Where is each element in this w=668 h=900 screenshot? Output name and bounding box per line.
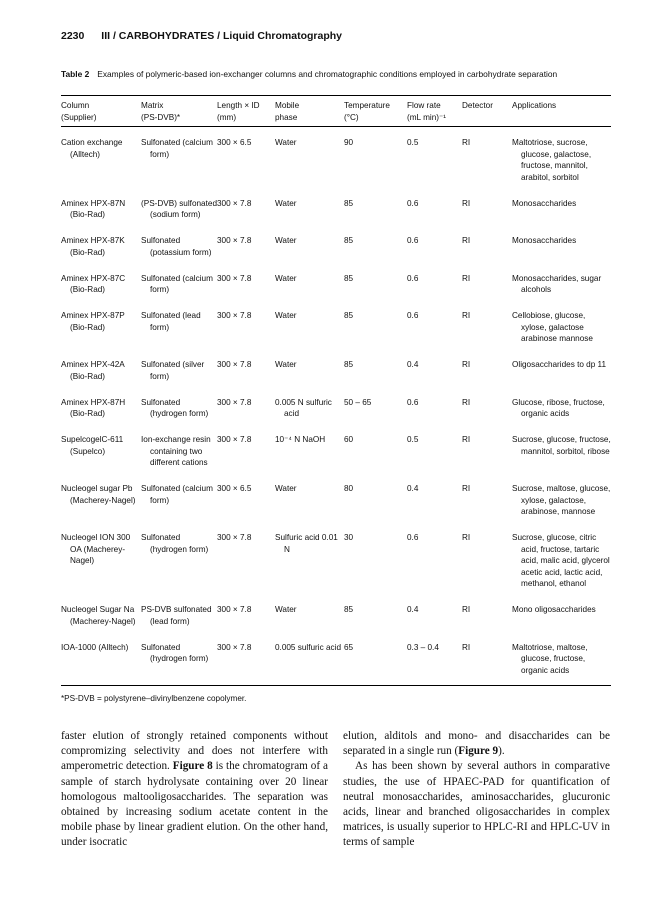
table-caption-text: Examples of polymeric-based ion-exchanger columns and chromatographic conditions employed in carbohydrate separation <box>97 69 558 79</box>
table-cell: Water <box>275 605 297 614</box>
table-cell: Sulfonated (hydrogen form) <box>141 533 209 554</box>
table-cell: 0.5 <box>407 435 419 444</box>
table-cell: 85 <box>344 311 354 320</box>
body-text: ). <box>498 745 505 758</box>
table-cell: Monosaccharides, sugar alcohols <box>512 273 602 294</box>
table-cell: 300 × 7.8 <box>217 642 252 652</box>
table-cell: 0.4 <box>407 360 419 369</box>
table-cell: 0.4 <box>407 484 419 493</box>
column-header-text: Temperature (°C) <box>344 101 390 122</box>
table-cell: 85 <box>344 236 354 245</box>
table-row <box>61 532 611 604</box>
table-row <box>61 434 611 483</box>
table-cell: PS-DVB sulfonated (lead form) <box>141 605 212 626</box>
table-cell: Monosaccharides <box>512 236 577 245</box>
table-cell: 300 × 7.8 <box>217 360 252 369</box>
table-cell: 80 <box>344 484 354 493</box>
figure-ref: Figure 8 <box>172 760 213 773</box>
table-cell: 300 × 7.8 <box>217 236 252 245</box>
running-title: III / CARBOHYDRATES / Liquid Chromatography <box>101 30 343 42</box>
table-row <box>61 235 611 273</box>
table-row <box>61 642 611 691</box>
table-cell: 300 × 6.5 <box>217 138 252 147</box>
table-cell: RI <box>462 360 471 369</box>
body-column-right <box>343 729 610 851</box>
table-cell: Nucleogel Sugar Na (Macherey-Nagel) <box>61 605 136 626</box>
table-cell: 0.6 <box>407 397 419 407</box>
table-row <box>61 310 611 359</box>
table-cell: 300 × 7.8 <box>217 533 252 542</box>
table-cell: Sulfonated (silver form) <box>141 360 205 381</box>
table-cell: 0.3 – 0.4 <box>407 642 439 652</box>
table-body <box>61 137 611 691</box>
body-text: is the chromatogram of a sample of starch hydrolysate containing over 20 linear homologous maltooligosaccharides. The separation was obtained by increasing sodium acetate content in the mobile phase by linear gradient elution. On the other hand, under isocratic <box>61 760 328 849</box>
table-row <box>61 273 611 311</box>
table-cell: Monosaccharides <box>512 198 577 208</box>
table-cell: Water <box>275 236 297 245</box>
table-cell: RI <box>462 311 471 320</box>
table-cell: 85 <box>344 360 354 369</box>
table-cell: Sulfonated (calcium form) <box>141 484 213 505</box>
table-cell: Sulfonated (lead form) <box>141 311 201 332</box>
table-cell: 300 × 7.8 <box>217 273 252 283</box>
table-cell: 10⁻⁴ N NaOH <box>275 435 326 444</box>
table-cell: Water <box>275 198 297 208</box>
table-cell: 300 × 7.8 <box>217 605 252 614</box>
table-cell: Mono oligosaccharides <box>512 605 596 614</box>
table-cell: 30 <box>344 533 354 542</box>
table-cell: Aminex HPX-87P (Bio-Rad) <box>61 311 125 332</box>
table-cell: 60 <box>344 435 354 444</box>
page-number: 2230 <box>61 30 85 42</box>
table-cell: Water <box>275 311 297 320</box>
table-cell: 65 <box>344 642 354 652</box>
table-cell: (PS-DVB) sulfonated (sodium form) <box>141 198 217 219</box>
table-cell: Sulfonated (calcium form) <box>141 273 213 294</box>
running-header <box>61 30 342 42</box>
table-cell: 85 <box>344 605 354 614</box>
table-cell: 300 × 7.8 <box>217 435 252 444</box>
table-cell: Aminex HPX-87N (Bio-Rad) <box>61 198 126 219</box>
table-cell: Sulfonated (hydrogen form) <box>141 642 209 663</box>
table-row <box>61 137 611 198</box>
table-row <box>61 604 611 642</box>
body-text: elution, alditols and mono- and disaccharides can be separated in a single run ( <box>343 730 610 758</box>
column-header <box>217 100 275 137</box>
table-cell: Sulfonated (hydrogen form) <box>141 397 209 418</box>
table-cell: IOA-1000 (Alltech) <box>61 642 129 652</box>
table-cell: Maltotriose, maltose, glucose, fructose, organic acids <box>512 642 588 675</box>
table-cell: Sulfonated (calcium form) <box>141 138 213 159</box>
table-cell: Water <box>275 360 297 369</box>
table-cell: 0.6 <box>407 533 419 542</box>
table-cell: 300 × 7.8 <box>217 198 252 208</box>
table-cell: RI <box>462 435 471 444</box>
table-cell: RI <box>462 198 471 208</box>
body-column-left <box>61 729 328 851</box>
column-header <box>512 100 611 137</box>
table-cell: Nucleogel sugar Pb (Macherey-Nagel) <box>61 484 136 505</box>
column-header-text: Detector <box>462 101 493 110</box>
table-cell: Oligosaccharides to dp 11 <box>512 360 607 369</box>
table-cell: Cation exchange (Alltech) <box>61 138 123 159</box>
table-cell: Cellobiose, glucose, xylose, galactose arabinose mannose <box>512 311 593 343</box>
table-cell: Aminex HPX-87C (Bio-Rad) <box>61 273 126 294</box>
table-label: Table 2 <box>61 69 90 79</box>
figure-ref: Figure 9 <box>458 745 499 758</box>
table-cell: Sulfonated (potassium form) <box>141 236 212 257</box>
table-cell: Aminex HPX-87H (Bio-Rad) <box>61 397 126 418</box>
table-cell: 0.6 <box>407 198 419 208</box>
table-cell: 0.4 <box>407 605 419 614</box>
table-cell: Nucleogel ION 300 OA (Macherey-Nagel) <box>61 533 131 565</box>
column-header-text: Column (Supplier) <box>61 101 97 122</box>
table-cell: 85 <box>344 273 354 283</box>
table-cell: RI <box>462 138 471 147</box>
table-header-row <box>61 100 611 137</box>
body-paragraph <box>343 729 610 759</box>
table-cell: Aminex HPX-87K (Bio-Rad) <box>61 236 125 257</box>
table-cell: RI <box>462 484 471 493</box>
table-cell: 300 × 7.8 <box>217 311 252 320</box>
body-paragraph <box>61 729 328 851</box>
table-cell: Water <box>275 138 297 147</box>
table-cell: RI <box>462 533 471 542</box>
table-caption <box>61 68 611 80</box>
table-cell: Glucose, ribose, fructose, organic acids <box>512 397 605 418</box>
table-cell: Water <box>275 273 297 283</box>
table-cell: 300 × 7.8 <box>217 397 252 407</box>
column-header-text: Matrix (PS-DVB)* <box>141 101 181 122</box>
table-cell: Ion-exchange resin containing two different cations <box>141 435 211 467</box>
table-cell: 0.005 N sulfuric acid <box>275 397 332 418</box>
table-cell: RI <box>462 642 471 652</box>
column-header <box>407 100 462 137</box>
table-row <box>61 397 611 435</box>
body-text: faster elution of strongly retained components without compromizing selectivity and does not interfere with amperometric detection. <box>61 730 328 773</box>
table-cell: 0.005 sulfuric acid <box>275 642 341 652</box>
table-cell: Maltotriose, sucrose, glucose, galactose, fructose, mannitol, arabitol, sorbitol <box>512 138 592 182</box>
table-cell: Sucrose, maltose, glucose, xylose, galactose, arabinose, mannose <box>512 484 611 516</box>
table-cell: 0.6 <box>407 311 419 320</box>
column-header <box>344 100 407 137</box>
table-cell: RI <box>462 397 471 407</box>
table-row <box>61 198 611 236</box>
table-footnote: *PS-DVB = polystyrene–divinylbenzene copolymer. <box>61 694 247 703</box>
table-cell: 85 <box>344 198 354 208</box>
table-cell: Sucrose, glucose, fructose, mannitol, sorbitol, ribose <box>512 435 611 456</box>
table-cell: 0.6 <box>407 236 419 245</box>
table-cell: 50 – 65 <box>344 397 372 407</box>
column-header-text: Mobile phase <box>275 101 300 122</box>
table-row <box>61 359 611 397</box>
table-cell: RI <box>462 236 471 245</box>
table-cell: 300 × 6.5 <box>217 484 252 493</box>
table-cell: RI <box>462 273 471 283</box>
table-top-rule <box>61 95 611 96</box>
column-header <box>275 100 344 137</box>
column-header-text: Length × ID (mm) <box>217 101 260 122</box>
column-header-text: Flow rate (mL min)⁻¹ <box>407 101 447 122</box>
table-cell: 0.6 <box>407 273 419 283</box>
data-table <box>61 100 611 691</box>
table-cell: Water <box>275 484 297 493</box>
table-cell: Sulfuric acid 0.01 N <box>275 533 338 554</box>
table-cell: SupelcogelC-611 (Supelco) <box>61 435 124 456</box>
table-cell: Sucrose, glucose, citric acid, fructose, tartaric acid, malic acid, glycerol acetic acid, lactic acid, methanol, ethanol <box>512 533 610 588</box>
column-header <box>141 100 217 137</box>
table-cell: Aminex HPX-42A (Bio-Rad) <box>61 360 125 381</box>
table-cell: RI <box>462 605 471 614</box>
column-header <box>61 100 141 137</box>
column-header-text: Applications <box>512 101 557 110</box>
table-cell: 90 <box>344 138 354 147</box>
table-cell: 0.5 <box>407 138 419 147</box>
body-paragraph: As has been shown by several authors in comparative studies, the use of HPAEC-PAD for quantification of neutral monosaccharides, aminosaccharides, glucuronic acids, linear and branched oligosaccharides in complex matrices, is usually superior to HPLC-RI and HPLC-UV in terms of sample <box>343 760 610 849</box>
table-row <box>61 483 611 532</box>
column-header <box>462 100 512 137</box>
